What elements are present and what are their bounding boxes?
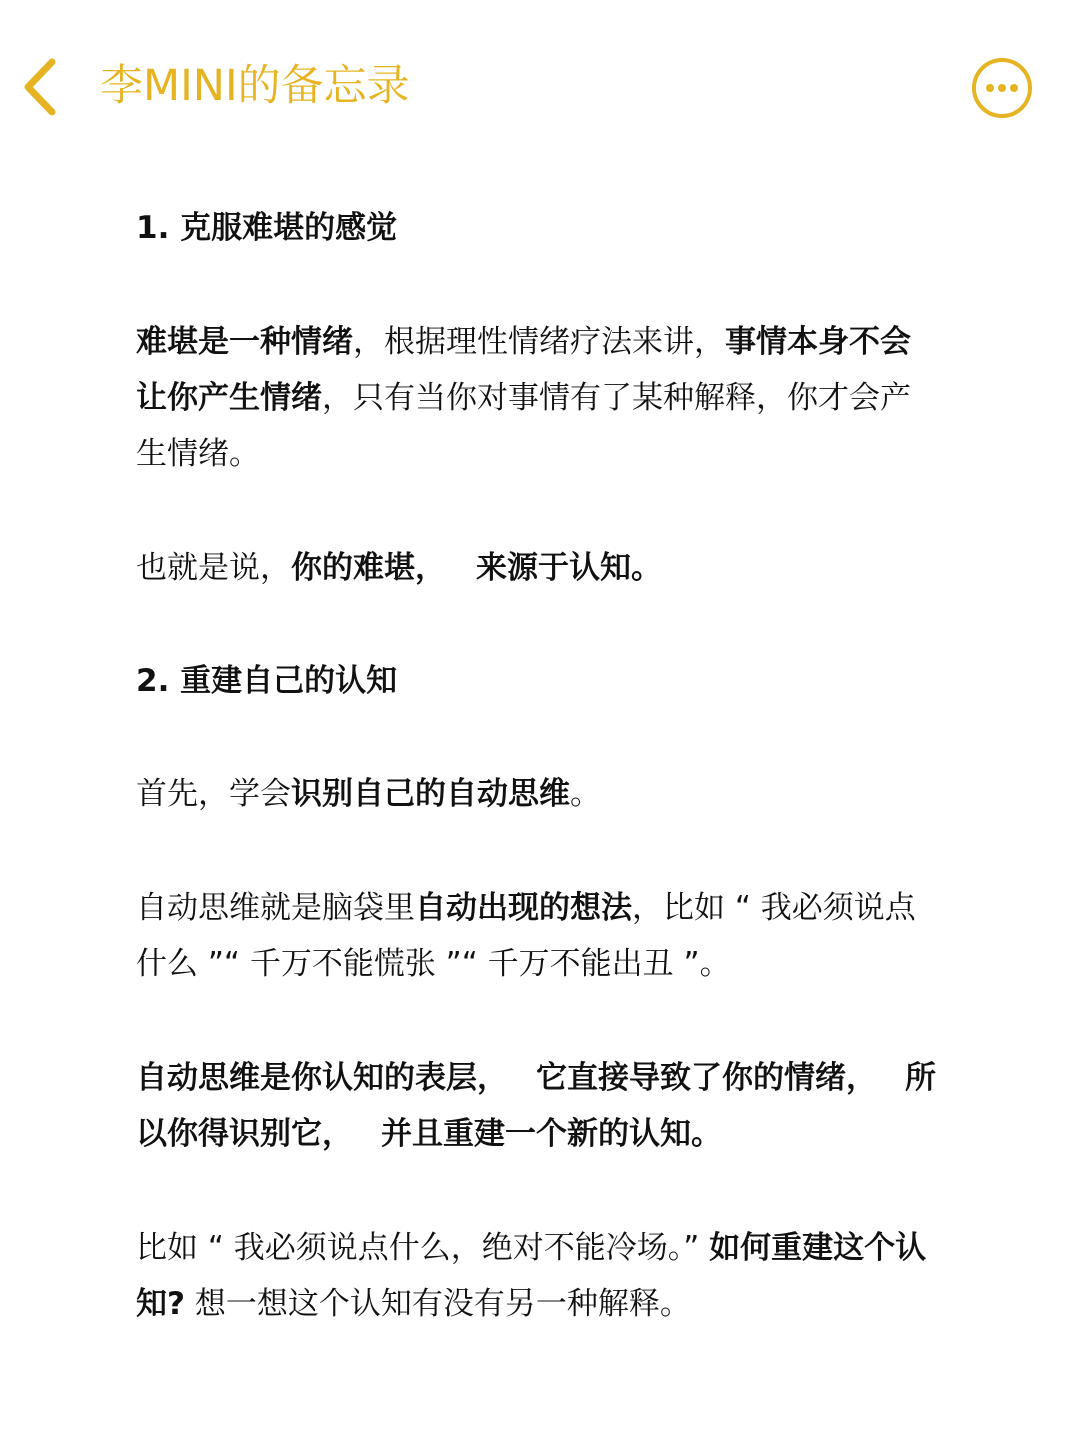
bold-text: 你的难堪，: [291, 550, 446, 586]
bold-text: 如何重建这个认: [709, 1230, 927, 1266]
bold-text: 并且重建一个新的认知。: [381, 1116, 722, 1152]
text: ，比如 “ 我必须说点: [632, 890, 916, 926]
chevron-left-icon: [14, 52, 74, 122]
section-heading-1: 1. 克服难堪的感觉: [136, 210, 398, 246]
text-line: [136, 370, 996, 426]
navigation-bar: [0, 0, 1080, 175]
bold-text: 难堪是一种情绪: [136, 324, 353, 360]
text-line: [136, 936, 996, 992]
bold-text: 自动出现的想法: [415, 890, 632, 926]
text-line: [136, 314, 996, 370]
text-line: [136, 1106, 996, 1162]
more-horizontal-icon: [970, 56, 1034, 120]
bold-text: 以你得识别它，: [136, 1116, 353, 1152]
text: 。: [570, 776, 601, 812]
bold-text: 让你产生情绪: [136, 380, 322, 416]
text: ，只有当你对事情有了某种解释，你才会产: [322, 380, 911, 416]
text: 首先，学会: [136, 776, 291, 812]
bold-text: 所: [905, 1060, 936, 1096]
bold-text: 事情本身不会: [725, 324, 911, 360]
text: ，根据理性情绪疗法来讲，: [353, 324, 725, 360]
text: 自动思维就是脑袋里: [136, 890, 415, 926]
text-line: [136, 1050, 996, 1106]
paragraph-summary: [136, 540, 996, 596]
paragraph-automatic-thoughts: [136, 880, 996, 992]
more-options-button[interactable]: [970, 56, 1034, 120]
bold-text: 它直接导致了你的情绪，: [536, 1060, 877, 1096]
paragraph-emotion: [136, 314, 996, 482]
section-heading-2: 2. 重建自己的认知: [136, 663, 398, 699]
bold-text: 识别自己的自动思维: [291, 776, 570, 812]
bold-text: 自动思维是你认知的表层，: [136, 1060, 508, 1096]
text: 比如 “ 我必须说点什么，绝对不能冷场。”: [136, 1230, 710, 1266]
bold-text: 知?: [136, 1286, 185, 1322]
text: 也就是说，: [136, 550, 291, 586]
paragraph-cognition-surface: [136, 1050, 996, 1162]
text: 想一想这个认知有没有另一种解释。: [184, 1286, 691, 1322]
bold-text: 来源于认知。: [476, 550, 662, 586]
text: 什么 ”“ 千万不能慌张 ”“ 千万不能出丑 ”。: [136, 946, 731, 982]
back-button[interactable]: [14, 52, 74, 122]
text: 生情绪。: [136, 436, 260, 472]
text-line: [136, 1220, 996, 1276]
paragraph-example: [136, 1220, 996, 1332]
paragraph-first-step: [136, 766, 996, 822]
text-line: [136, 880, 996, 936]
page-title: 李MINI的备忘录: [100, 61, 410, 111]
text-line: [136, 426, 996, 482]
text-line: [136, 1276, 996, 1332]
